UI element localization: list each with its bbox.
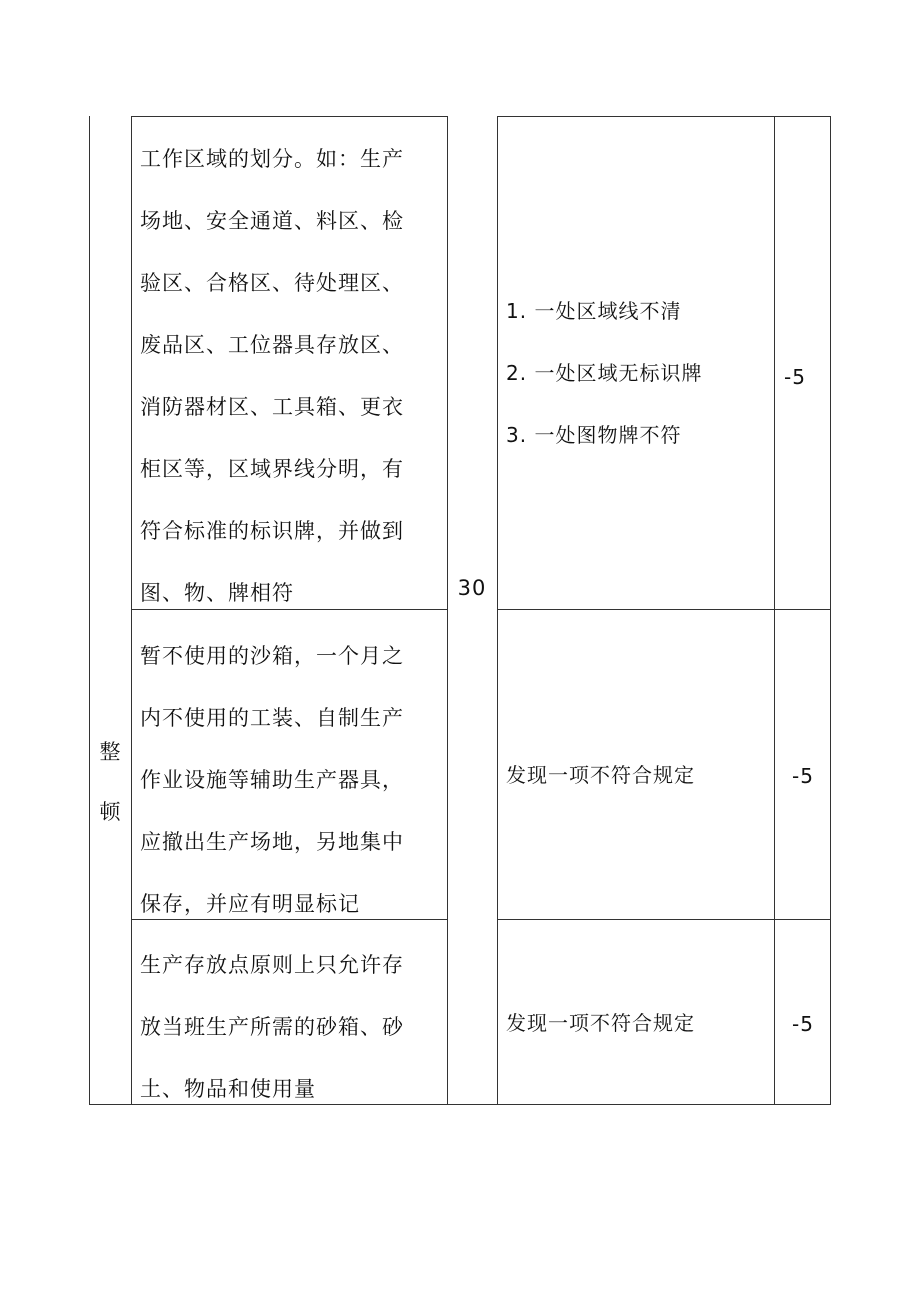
scoring-table	[89, 116, 831, 1105]
deduction-value: -5	[792, 1012, 814, 1036]
category-label-char: 整	[99, 740, 121, 764]
column-divider	[774, 116, 775, 1105]
column-divider	[131, 116, 132, 1105]
requirement-line: 作业设施等辅助生产器具，	[140, 768, 404, 792]
requirement-line: 场地、安全通道、料区、检	[140, 209, 404, 233]
requirement-line: 验区、合格区、待处理区、	[140, 271, 404, 295]
requirement-line: 废品区、工位器具存放区、	[140, 333, 404, 357]
requirement-line: 生产存放点原则上只允许存	[140, 953, 404, 977]
requirement-line: 工作区域的划分。如：生产	[140, 147, 404, 171]
row-divider	[497, 919, 831, 920]
column-divider	[497, 116, 498, 1105]
scoring-standard	[506, 992, 695, 1054]
standard-line: 发现一项不符合规定	[506, 1011, 695, 1035]
requirement-line: 消防器材区、工具箱、更衣	[140, 395, 404, 419]
column-divider	[447, 116, 448, 1105]
requirement-text	[140, 625, 404, 935]
category-label-char: 顿	[99, 800, 121, 824]
requirement-line: 保存，并应有明显标记	[140, 892, 360, 916]
requirement-line: 符合标准的标识牌，并做到	[140, 519, 404, 543]
standard-line: 发现一项不符合规定	[506, 763, 695, 787]
standard-line: 1. 一处区域线不清	[506, 299, 682, 323]
scoring-standard	[506, 280, 702, 466]
row-divider	[131, 116, 448, 117]
requirement-text	[140, 934, 404, 1120]
standard-line: 3. 一处图物牌不符	[506, 423, 682, 447]
table-border-left	[89, 116, 90, 1105]
row-divider	[497, 116, 831, 117]
requirement-line: 暂不使用的沙箱，一个月之	[140, 644, 404, 668]
table-border-right	[830, 116, 831, 1105]
requirement-line: 图、物、牌相符	[140, 581, 294, 605]
requirement-line: 放当班生产所需的砂箱、砂	[140, 1015, 404, 1039]
row-divider	[497, 609, 831, 610]
deduction-value: -5	[784, 365, 806, 389]
scoring-standard	[506, 744, 695, 806]
deduction-value: -5	[792, 764, 814, 788]
total-score: 30	[457, 576, 487, 600]
requirement-line: 内不使用的工装、自制生产	[140, 706, 404, 730]
standard-line: 2. 一处区域无标识牌	[506, 361, 703, 385]
requirement-line: 应撤出生产场地，另地集中	[140, 830, 404, 854]
requirement-line: 柜区等，区域界线分明，有	[140, 457, 404, 481]
requirement-text	[140, 128, 404, 624]
requirement-line: 土、物品和使用量	[140, 1077, 316, 1101]
